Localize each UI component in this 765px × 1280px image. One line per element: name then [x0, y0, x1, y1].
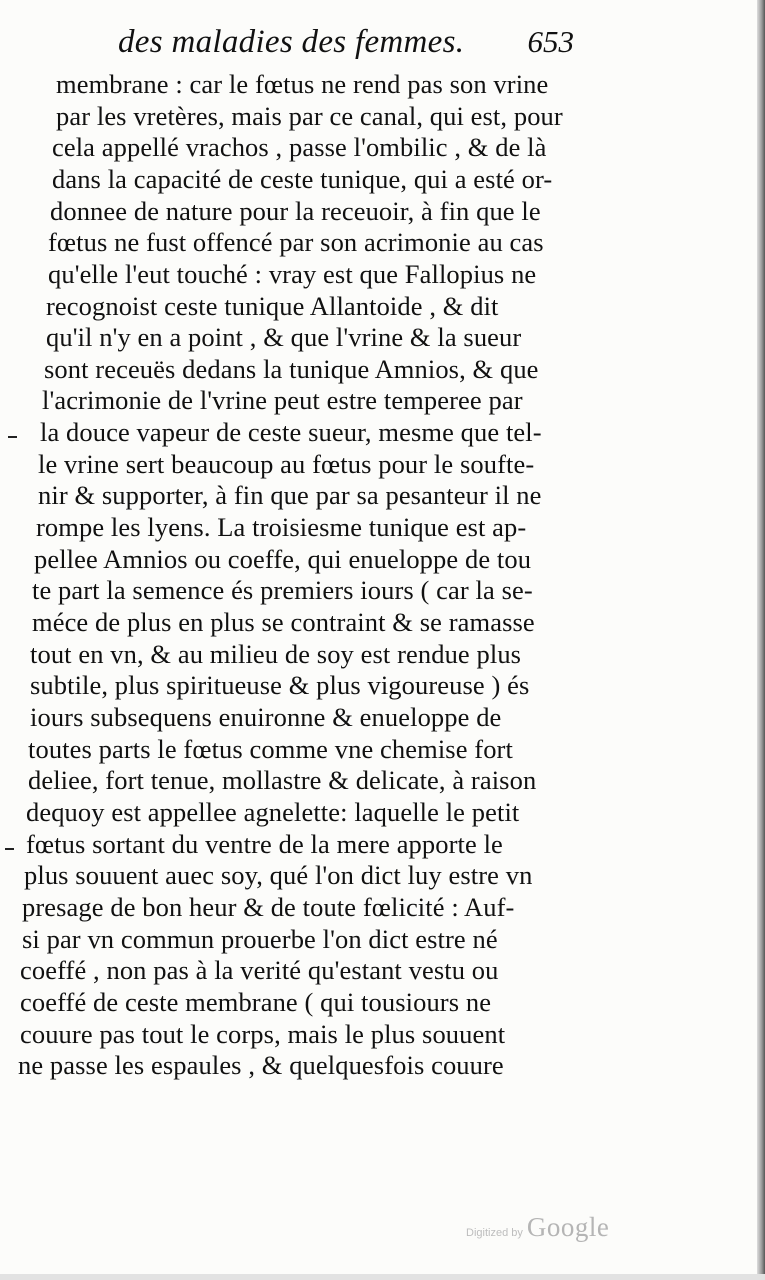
text-line: subtile, plus spiritueuse & plus vigoureuse ) és [30, 670, 530, 700]
text-line: deliee, fort tenue, mollastre & delicate, à raison [28, 765, 537, 795]
text-line: te part la semence és premiers iours ( car la se- [32, 575, 533, 605]
text-line: couure pas tout le corps, mais le plus souuent [20, 1019, 506, 1049]
text-line: cela appellé vrachos , passe l'ombilic , & de là [52, 132, 547, 162]
text-line: l'acrimonie de l'vrine peut estre temperee par [42, 385, 523, 415]
text-line: fœtus ne fust offencé par son acrimonie au cas [48, 227, 544, 257]
page-header [118, 20, 588, 70]
margin-mark [5, 848, 14, 850]
text-line: la douce vapeur de ceste sueur, mesme que tel- [40, 417, 542, 447]
running-head: des maladies des femmes. [118, 24, 465, 60]
text-line: nir & supporter, à fin que par sa pesanteur il ne [38, 480, 542, 510]
page-bottom-edge [0, 1274, 765, 1280]
text-line: presage de bon heur & de toute fœlicité : Auf- [22, 892, 515, 922]
watermark-digitized-text: Digitized by [466, 1227, 523, 1239]
text-line: plus souuent auec soy, qué l'on dict luy estre vn [24, 860, 533, 890]
text-line: le vrine sert beaucoup au fœtus pour le soufte- [38, 449, 535, 479]
page-number: 653 [527, 24, 574, 59]
text-line: fœtus sortant du ventre de la mere apporte le [26, 829, 503, 859]
text-line: qu'elle l'eut touché : vray est que Fallopius ne [48, 259, 537, 289]
text-line: dans la capacité de ceste tunique, qui a esté or- [52, 164, 553, 194]
text-line: par les vretères, mais par ce canal, qui est, pour [56, 101, 563, 131]
text-line: iours subsequens enuironne & enueloppe de [30, 702, 502, 732]
text-line: donnee de nature pour la receuoir, à fin que le [50, 196, 541, 226]
text-line: méce de plus en plus se contraint & se ramasse [32, 607, 535, 637]
text-line: dequoy est appellee agnelette: laquelle le petit [26, 797, 520, 827]
text-line: pellee Amnios ou coeffe, qui enueloppe de tou [34, 544, 532, 574]
text-line: ne passe les espaules , & quelquesfois couure [18, 1050, 504, 1080]
page-edge-shadow [757, 0, 765, 1280]
text-line: toutes parts le fœtus comme vne chemise fort [28, 734, 513, 764]
text-line: sont receuës dedans la tunique Amnios, & que [44, 354, 539, 384]
digitized-watermark [466, 1212, 609, 1246]
text-line: coeffé de ceste membrane ( qui tousiours ne [20, 987, 492, 1017]
text-line: recognoist ceste tunique Allantoide , & dit [46, 291, 499, 321]
margin-mark [8, 436, 17, 438]
watermark-google-logo: Google [526, 1212, 610, 1242]
text-line: tout en vn, & au milieu de soy est rendue plus [30, 639, 522, 669]
text-line: qu'il n'y en a point , & que l'vrine & la sueur [46, 322, 522, 352]
text-line: si par vn commun prouerbe l'on dict estre né [22, 924, 498, 954]
text-line: coeffé , non pas à la verité qu'estant vestu ou [20, 955, 499, 985]
text-line: membrane : car le fœtus ne rend pas son vrine [56, 69, 549, 99]
text-line: rompe les lyens. La troisiesme tunique est ap- [36, 512, 527, 542]
